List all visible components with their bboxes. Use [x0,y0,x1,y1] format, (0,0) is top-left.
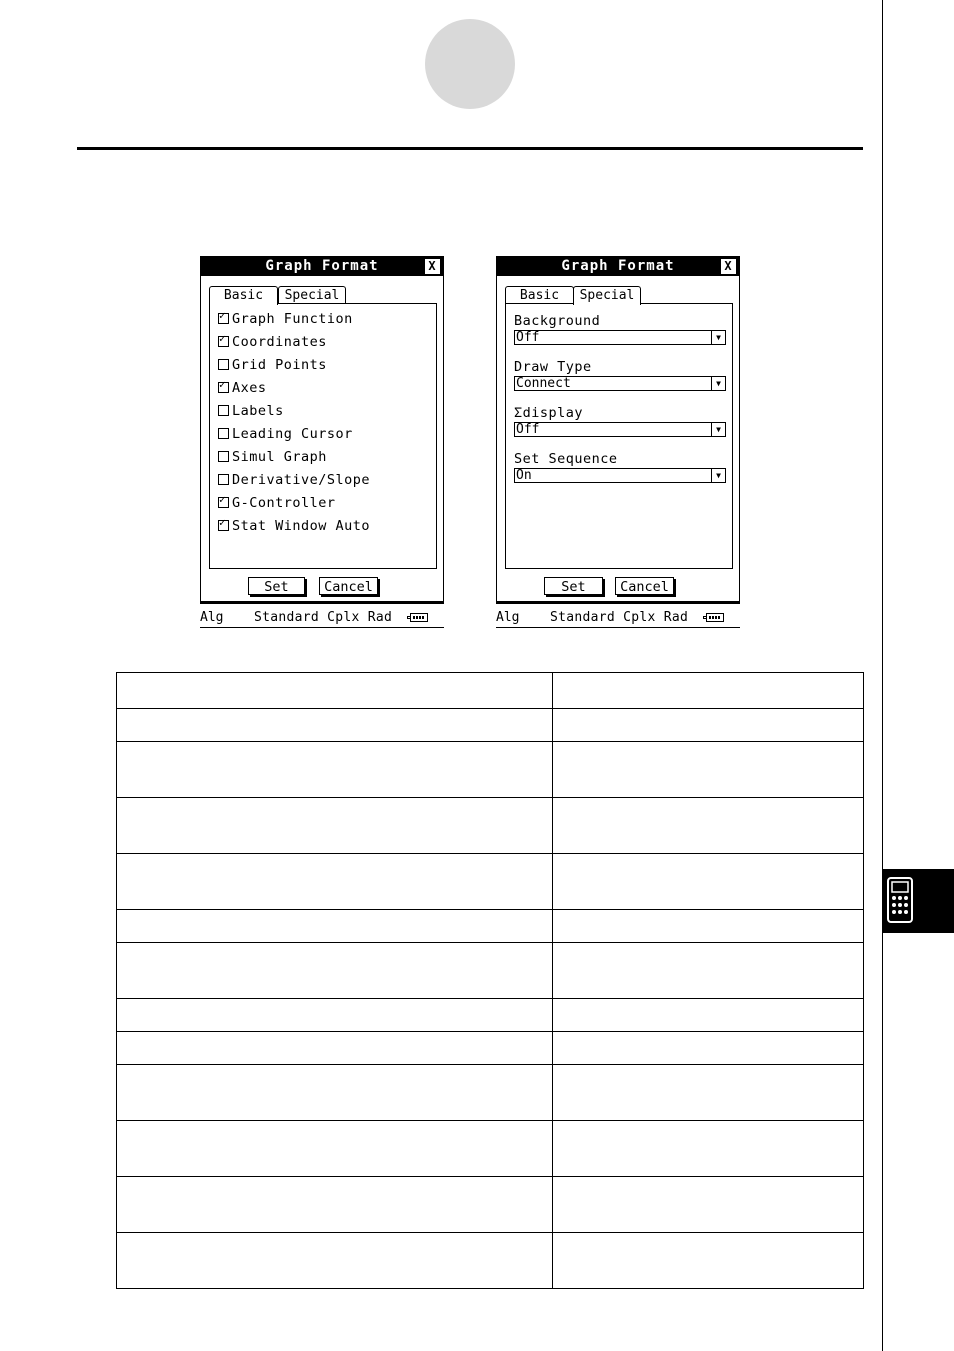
sigma-display-select[interactable] [514,422,726,437]
background-select[interactable] [514,330,726,345]
checkbox-icon[interactable] [218,451,229,462]
table-cell [117,999,553,1032]
checkbox-icon[interactable] [218,405,229,416]
table-cell [117,1177,553,1233]
checkbox-simul-graph[interactable] [218,447,327,467]
checkbox-label: Simul Graph [232,449,327,465]
sigma-display-label: Σdisplay [514,405,584,421]
checkbox-label: Derivative/Slope [232,472,371,488]
set-sequence-select[interactable] [514,468,726,483]
table-cell [553,943,864,999]
set-sequence-label: Set Sequence [514,451,618,467]
dialog-title-bar [497,257,739,276]
checkbox-icon[interactable] [218,336,229,347]
table-cell [117,1032,553,1065]
table-row [117,709,864,742]
status-bar [496,609,740,628]
tab-basic[interactable]: Basic [209,286,278,305]
checkbox-icon[interactable] [218,497,229,508]
cancel-button[interactable]: Cancel [319,577,378,595]
checkbox-leading-cursor[interactable] [218,424,353,444]
checkbox-labels[interactable] [218,401,284,421]
chevron-down-icon[interactable]: ▼ [711,377,725,390]
table-row [117,673,864,709]
basic-panel [209,303,437,569]
table-cell [117,742,553,798]
dialog-title: Graph Format [265,258,379,274]
table-row [117,999,864,1032]
chapter-side-tab [883,869,954,933]
table-row [117,742,864,798]
chapter-circle [425,19,515,109]
dialog-title: Graph Format [561,258,675,274]
checkbox-stat-window-auto[interactable] [218,516,370,536]
table-row [117,1233,864,1289]
checkbox-label: Stat Window Auto [232,518,371,534]
cancel-button[interactable]: Cancel [615,577,674,595]
calculator-icon [887,877,913,923]
table-cell [553,854,864,910]
dialog-divider [201,601,443,603]
status-info[interactable]: Standard Cplx Rad [254,610,393,625]
checkbox-derivative-slope[interactable] [218,470,370,490]
checkbox-label: Coordinates [232,334,327,350]
table-cell [553,1032,864,1065]
checkbox-label: Grid Points [232,357,327,373]
checkbox-icon[interactable] [218,313,229,324]
settings-table [116,672,864,1289]
checkbox-label: Graph Function [232,311,353,327]
tab-special[interactable]: Special [278,286,346,303]
header-rule [77,147,863,150]
table-row [117,1032,864,1065]
close-icon[interactable]: X [721,259,736,274]
graph-format-dialog-special [496,256,740,604]
table-cell [117,854,553,910]
chevron-down-icon[interactable]: ▼ [711,423,725,436]
checkbox-axes[interactable] [218,378,267,398]
table-cell [553,798,864,854]
checkbox-coordinates[interactable] [218,332,327,352]
chevron-down-icon[interactable]: ▼ [711,469,725,482]
tab-basic[interactable]: Basic [505,286,574,303]
set-button[interactable]: Set [248,577,305,595]
special-panel [505,303,733,569]
checkbox-icon[interactable] [218,520,229,531]
checkbox-label: G-Controller [232,495,336,511]
table-cell [553,1065,864,1121]
background-label: Background [514,313,601,329]
table-row [117,854,864,910]
checkbox-g-controller[interactable] [218,493,336,513]
table-cell [117,943,553,999]
draw-type-label: Draw Type [514,359,592,375]
checkbox-label: Axes [232,380,267,396]
table-cell [117,1121,553,1177]
checkbox-icon[interactable] [218,359,229,370]
dialog-divider [497,601,739,603]
checkbox-label: Leading Cursor [232,426,353,442]
select-value: Off [516,330,540,345]
table-cell [117,1233,553,1289]
table-row [117,943,864,999]
close-icon[interactable]: X [425,259,440,274]
table-row [117,1177,864,1233]
table-cell [117,910,553,943]
status-bar [200,609,444,628]
table-cell [553,1177,864,1233]
table-cell [117,1065,553,1121]
dialog-title-bar [201,257,443,276]
draw-type-select[interactable] [514,376,726,391]
checkbox-icon[interactable] [218,382,229,393]
table-cell [553,1121,864,1177]
graph-format-dialog-basic [200,256,444,604]
table-row [117,910,864,943]
table-cell [553,999,864,1032]
set-button[interactable]: Set [544,577,603,595]
margin-rule [882,0,883,1351]
table-row [117,798,864,854]
checkbox-grid-points[interactable] [218,355,327,375]
table-cell [553,910,864,943]
status-mode[interactable]: Alg [200,610,224,625]
checkbox-icon[interactable] [218,428,229,439]
select-value: Off [516,422,540,437]
tab-special[interactable]: Special [573,286,641,305]
table-cell [553,1233,864,1289]
select-value: Connect [516,376,571,391]
table-cell [553,673,864,709]
table-cell [117,709,553,742]
table-cell [553,742,864,798]
battery-icon [410,613,428,622]
checkbox-icon[interactable] [218,474,229,485]
chevron-down-icon[interactable]: ▼ [711,331,725,344]
checkbox-label: Labels [232,403,284,419]
checkbox-graph-function[interactable] [218,309,353,329]
table-cell [117,673,553,709]
table-cell [553,709,864,742]
status-mode[interactable]: Alg [496,610,520,625]
battery-icon [706,613,724,622]
status-info[interactable]: Standard Cplx Rad [550,610,689,625]
table-row [117,1065,864,1121]
select-value: On [516,468,532,483]
table-row [117,1121,864,1177]
table-cell [117,798,553,854]
